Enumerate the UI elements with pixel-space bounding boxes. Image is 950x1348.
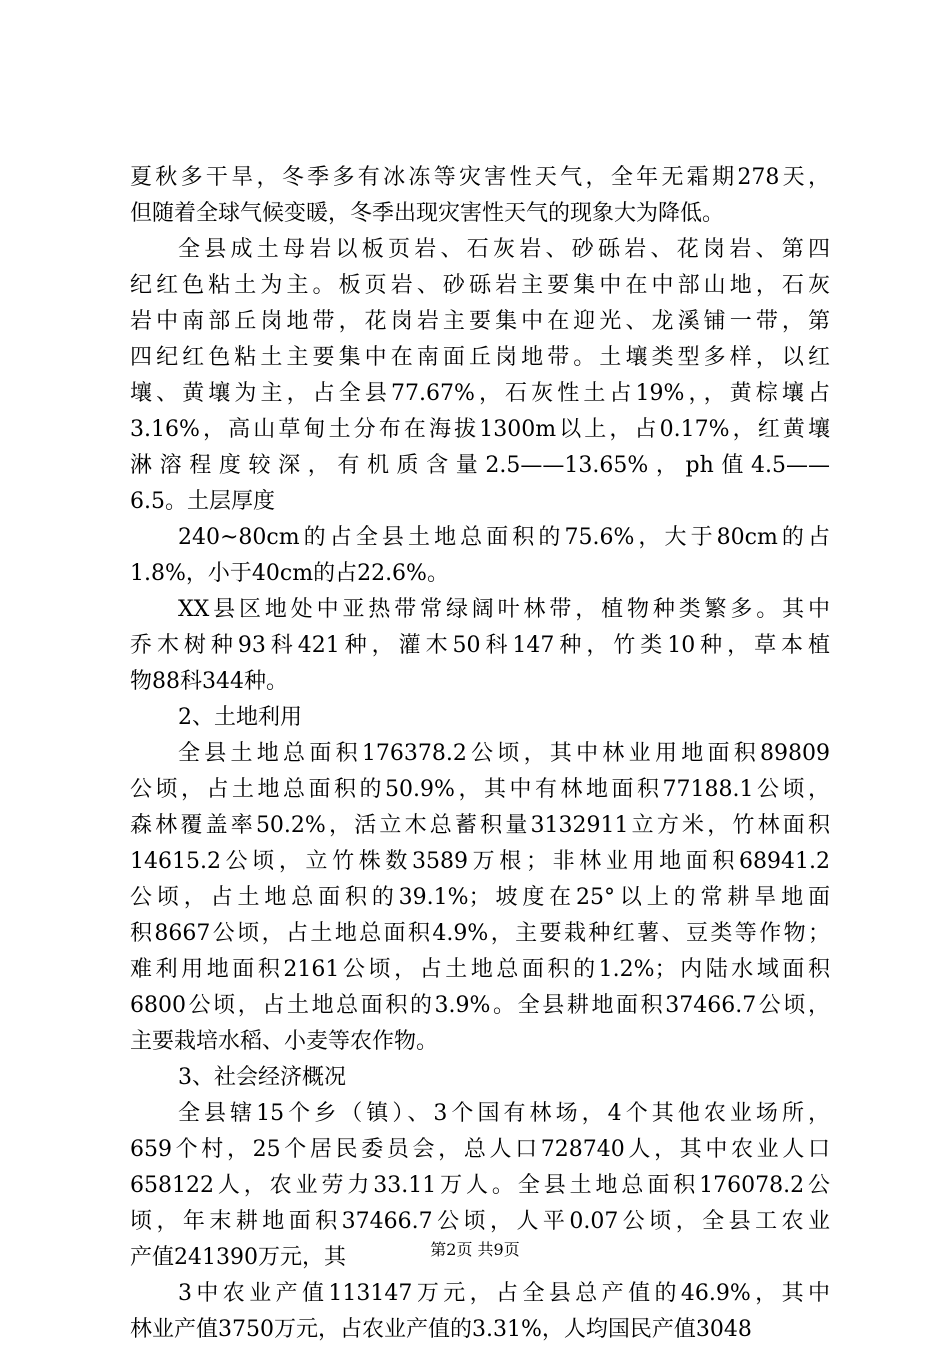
text-line: 顷，年末耕地面积37466.7公顷，人平0.07公顷，全县工农业 (130, 1209, 830, 1234)
text-line: 658122人，农业劳力33.11万人。全县土地总面积176078.2公 (130, 1173, 830, 1198)
text-line: 公顷，占土地总面积的50.9%，其中有林地面积77188.1公顷， (130, 777, 830, 802)
text-line: 难利用地面积2161公顷，占土地总面积的1.2%；内陆水域面积 (130, 957, 830, 982)
text-line: 物88科344种。 (130, 669, 288, 694)
text-line: 纪红色粘土为主。板页岩、砂砾岩主要集中在中部山地，石灰 (130, 273, 830, 298)
paragraph (130, 520, 830, 592)
section-heading-text: 2、土地利用 (178, 705, 302, 730)
paragraph (130, 232, 830, 520)
text-line: 659个村，25个居民委员会，总人口728740人，其中农业人口 (130, 1137, 830, 1162)
paragraph (130, 160, 830, 232)
text-line: 森林覆盖率50.2%，活立木总蓄积量3132911立方米，竹林面积 (130, 813, 830, 838)
text-line: 6.5。土层厚度 (130, 489, 275, 514)
section-heading (130, 700, 830, 736)
text-line: 林业产值3750万元，占农业产值的3.31%，人均国民产值3048 (130, 1317, 752, 1342)
section-heading (130, 1060, 830, 1096)
text-line: 3.16%，高山草甸土分布在海拔1300m以上，占0.17%，红黄壤 (130, 417, 830, 442)
page-footer: 第2页 共9页 (430, 1240, 520, 1259)
text-line: 1.8%，小于40cm的占22.6%。 (130, 561, 449, 586)
text-line: 壤、黄壤为主，占全县77.67%，石灰性土占19%，，黄棕壤占 (130, 381, 830, 406)
text-line: 乔木树种93科421种，灌木50科147种，竹类10种，草本植 (130, 633, 830, 658)
text-line: 产值241390万元，其 (130, 1245, 346, 1270)
text-line: 淋溶程度较深，有机质含量2.5——13.65%，ph值4.5—— (130, 453, 830, 478)
text-line: 岩中南部丘岗地带，花岗岩主要集中在迎光、龙溪铺一带，第 (130, 309, 830, 334)
text-line: 240~80cm的占全县土地总面积的75.6%，大于80cm的占 (178, 525, 830, 550)
paragraph (130, 736, 830, 1060)
text-line: 14615.2公顷，立竹株数3589万根；非林业用地面积68941.2 (130, 849, 830, 874)
text-line: 全县成土母岩以板页岩、石灰岩、砂砾岩、花岗岩、第四 (178, 237, 830, 262)
text-line: 公顷，占土地总面积的39.1%；坡度在25°以上的常耕旱地面 (130, 885, 830, 910)
text-line: 6800公顷，占土地总面积的3.9%。全县耕地面积37466.7公顷， (130, 993, 830, 1018)
text-line: 四纪红色粘土主要集中在南面丘岗地带。土壤类型多样，以红 (130, 345, 830, 370)
text-line: 全县土地总面积176378.2公顷，其中林业用地面积89809 (178, 741, 830, 766)
section-heading-text: 3、社会经济概况 (178, 1065, 346, 1090)
body-text (130, 160, 830, 1348)
text-line: 3中农业产值113147万元，占全县总产值的46.9%，其中 (178, 1281, 830, 1306)
text-line: 夏秋多干旱，冬季多有冰冻等灾害性天气，全年无霜期278天， (130, 165, 830, 190)
paragraph (130, 1276, 830, 1348)
text-line: 全县辖15个乡（镇）、3个国有林场，4个其他农业场所， (178, 1101, 830, 1126)
text-line: XX县区地处中亚热带常绿阔叶林带，植物种类繁多。其中 (178, 597, 830, 622)
text-line: 主要栽培水稻、小麦等农作物。 (130, 1029, 439, 1054)
paragraph (130, 592, 830, 700)
text-line: 积8667公顷，占土地总面积4.9%，主要栽种红薯、豆类等作物； (130, 921, 830, 946)
text-line: 但随着全球气候变暖，冬季出现灾害性天气的现象大为降低。 (130, 201, 725, 226)
